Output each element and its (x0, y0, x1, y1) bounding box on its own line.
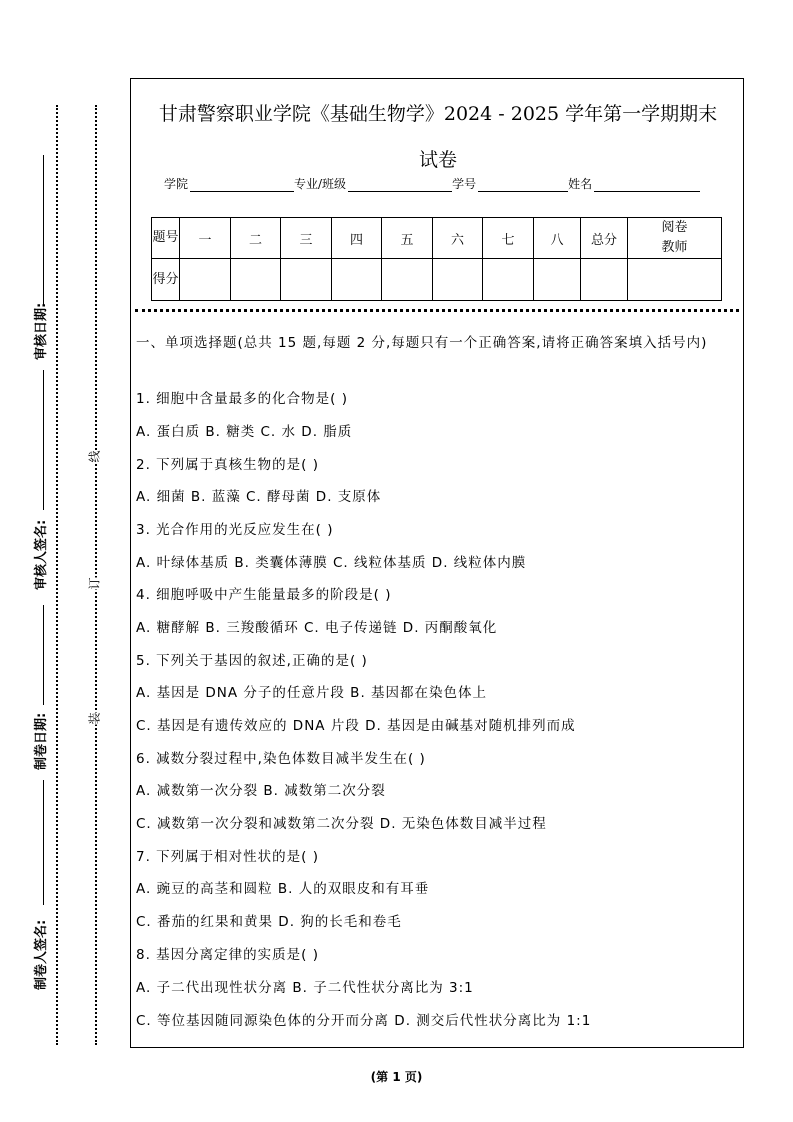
score-col-grader: 阅卷教师 (628, 218, 722, 259)
score-cell[interactable] (382, 259, 433, 301)
exam-title-line1: 甘肃警察职业学院《基础生物学》2024 - 2025 学年第一学期期末 (158, 103, 718, 125)
reviewer-date-line (43, 155, 44, 305)
score-col-total: 总分 (581, 218, 628, 259)
score-col-5: 五 (382, 218, 433, 259)
reviewer-date-label: 审核日期: (34, 302, 49, 360)
option-line: C. 等位基因随同源染色体的分开而分离 D. 测交后代性状分离比为 1:1 (136, 1013, 592, 1029)
score-row-label: 得分 (152, 259, 180, 301)
field-name-label: 姓名 (568, 177, 593, 191)
score-col-7: 七 (483, 218, 534, 259)
binding-dotted-line-left (56, 105, 58, 1045)
section-heading: 一、单项选择题(总共 15 题,每题 2 分,每题只有一个正确答案,请将正确答案填入括号内) (136, 335, 708, 351)
score-cell[interactable] (332, 259, 382, 301)
score-cell[interactable] (433, 259, 483, 301)
maker-date-line (43, 605, 44, 705)
field-id-blank[interactable] (478, 177, 568, 192)
question-line: 8. 基因分离定律的实质是( ) (136, 947, 319, 963)
question-line: 1. 细胞中含量最多的化合物是( ) (136, 391, 348, 407)
score-cell[interactable] (180, 259, 231, 301)
question-line: 2. 下列属于真核生物的是( ) (136, 457, 319, 473)
score-cell[interactable] (231, 259, 281, 301)
score-cell[interactable] (281, 259, 332, 301)
option-line: C. 基因是有遗传效应的 DNA 片段 D. 基因是由碱基对随机排列而成 (136, 718, 576, 734)
field-college-blank[interactable] (190, 177, 294, 192)
score-cell[interactable] (581, 259, 628, 301)
question-line: 6. 减数分裂过程中,染色体数目减半发生在( ) (136, 751, 426, 767)
binding-dotted-line-right (95, 105, 97, 1045)
exam-frame (130, 78, 744, 1048)
field-major-label: 专业/班级 (294, 177, 347, 191)
option-line: A. 糖酵解 B. 三羧酸循环 C. 电子传递链 D. 丙酮酸氧化 (136, 620, 498, 636)
score-table-header-row (152, 218, 722, 259)
option-line: A. 基因是 DNA 分子的任意片段 B. 基因都在染色体上 (136, 685, 488, 701)
option-line: C. 减数第一次分裂和减数第二次分裂 D. 无染色体数目减半过程 (136, 816, 547, 832)
score-cell[interactable] (628, 259, 722, 301)
reviewer-sign-label: 审核人签名: (34, 519, 49, 590)
option-line: A. 豌豆的高茎和圆粒 B. 人的双眼皮和有耳垂 (136, 881, 430, 897)
score-col-6: 六 (433, 218, 483, 259)
option-line: A. 叶绿体基质 B. 类囊体薄膜 C. 线粒体基质 D. 线粒体内膜 (136, 555, 527, 571)
exam-title-line2: 试卷 (418, 149, 457, 171)
question-line: 7. 下列属于相对性状的是( ) (136, 849, 319, 865)
score-col-1: 一 (180, 218, 231, 259)
field-id-label: 学号 (452, 177, 477, 191)
question-line: 3. 光合作用的光反应发生在( ) (136, 522, 334, 538)
option-line: C. 番茄的红果和黄果 D. 狗的长毛和卷毛 (136, 914, 402, 930)
field-name-blank[interactable] (594, 177, 700, 192)
score-col-2: 二 (231, 218, 281, 259)
score-col-8: 八 (534, 218, 581, 259)
field-major-blank[interactable] (348, 177, 452, 192)
maker-sign-line (43, 780, 44, 905)
question-line: 4. 细胞呼吸中产生能量最多的阶段是( ) (136, 587, 392, 603)
reviewer-sign-line (43, 370, 44, 510)
maker-sign-label: 制卷人签名: (34, 919, 49, 990)
option-line: A. 蛋白质 B. 糖类 C. 水 D. 脂质 (136, 424, 353, 440)
binding-margin (0, 0, 130, 1122)
score-cell[interactable] (534, 259, 581, 301)
option-line: A. 减数第一次分裂 B. 减数第二次分裂 (136, 783, 386, 799)
option-line: A. 细菌 B. 蓝藻 C. 酵母菌 D. 支原体 (136, 489, 382, 505)
option-line: A. 子二代出现性状分离 B. 子二代性状分离比为 3:1 (136, 980, 474, 996)
binding-mark-zhuang: 装 (87, 712, 102, 725)
score-table-score-row (152, 259, 722, 301)
maker-date-label: 制卷日期: (34, 712, 49, 770)
score-table (151, 217, 722, 301)
score-col-3: 三 (281, 218, 332, 259)
section-divider (135, 309, 739, 312)
score-cell[interactable] (483, 259, 534, 301)
binding-mark-ding: 订 (87, 577, 102, 590)
score-header-label: 题号 (152, 218, 180, 259)
field-college-label: 学院 (164, 177, 189, 191)
page-number: (第 1 页) (370, 1070, 423, 1084)
question-line: 5. 下列关于基因的叙述,正确的是( ) (136, 653, 368, 669)
score-col-4: 四 (332, 218, 382, 259)
binding-mark-line: 线 (87, 450, 102, 463)
student-info-row (164, 175, 700, 192)
